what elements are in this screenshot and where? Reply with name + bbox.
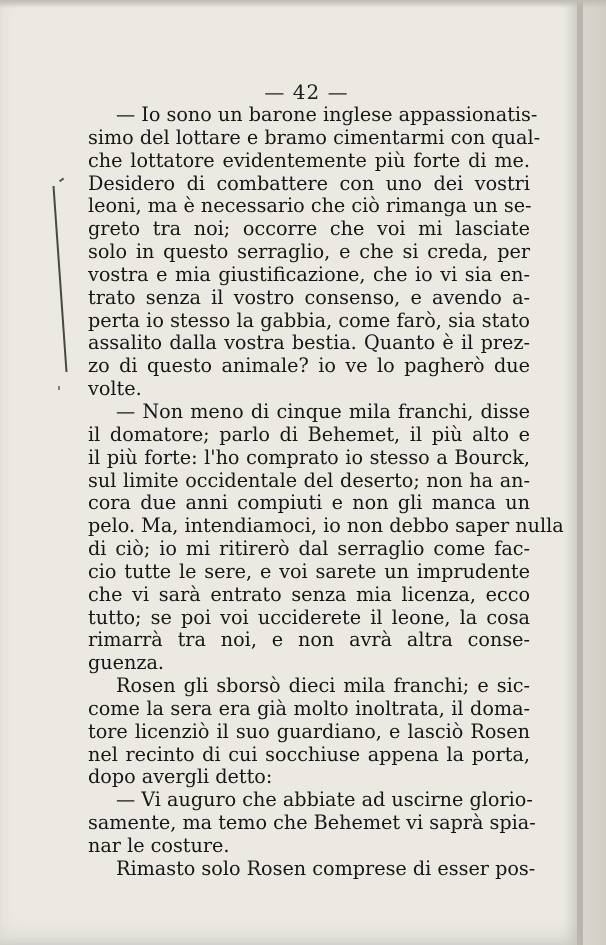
text-line: assalito dalla vostra bestia. Quanto è il prez- — [88, 331, 530, 355]
text-line: volte. — [88, 377, 142, 401]
text-line: Desidero di combattere con uno dei vostri — [88, 171, 530, 195]
text-line: cora due anni compiuti e non gli manca un — [88, 491, 530, 515]
text-line: sul limite occidentale del deserto; non ha an- — [88, 468, 530, 492]
text-line: zo di questo animale? io ve lo pagherò due — [88, 354, 530, 378]
text-line: cio tutte le sere, e voi sarete un imprudente — [88, 559, 530, 583]
text-line: che vi sarà entrato senza mia licenza, ecco — [88, 582, 530, 606]
facing-page-edge — [583, 0, 606, 945]
text-line: il domatore; parlo di Behemet, il più alto e — [88, 422, 530, 446]
text-line: samente, ma temo che Behemet vi saprà spia- — [88, 811, 536, 835]
text-line: nel recinto di cui socchiuse appena la porta, — [88, 742, 530, 766]
text-line: — Io sono un barone inglese appassionatis- — [116, 103, 538, 126]
text-line: guenza. — [88, 651, 165, 675]
text-line: — Vi auguro che abbiate ad uscirne glorio- — [116, 788, 533, 812]
text-line: Rimasto solo Rosen comprese di esser pos- — [116, 856, 536, 880]
text-line: di ciò; io mi ritirerò dal serraglio come fac- — [88, 537, 530, 561]
page-number: — 42 — — [264, 80, 349, 104]
text-line: dopo avergli detto: — [88, 765, 273, 789]
body-text — [88, 103, 564, 881]
text-line: greto tra noi; occorre che voi mi lasciate — [88, 217, 530, 241]
text-line: che lottatore evidentemente più forte di me. — [88, 148, 530, 172]
pencil-margin-dot — [58, 386, 60, 390]
text-line: il più forte: l'ho comprato io stesso a Bourck, — [88, 445, 530, 469]
top-shadow — [0, 0, 606, 8]
text-line: trato senza il vostro consenso, e avendo a- — [88, 285, 530, 309]
text-line: solo in questo serraglio, e che si creda, per — [88, 240, 530, 264]
text-line: nar le costure. — [88, 834, 230, 857]
text-line: pelo. Ma, intendiamoci, io non debbo saper nulla — [88, 514, 564, 538]
text-line: Rosen gli sborsò dieci mila franchi; e sic- — [116, 674, 530, 698]
text-line: — Non meno di cinque mila franchi, disse — [116, 399, 530, 423]
text-line: come la sera era già molto inoltrata, il doma- — [88, 696, 530, 720]
text-line: perta io stesso la gabbia, come farò, sia stato — [88, 308, 530, 332]
text-line: tore licenziò il suo guardiano, e lasciò Rosen — [88, 719, 530, 743]
text-line: rimarrà tra noi, e non avrà altra conse- — [88, 628, 530, 652]
text-line: leoni, ma è necessario che ciò rimanga un se- — [88, 194, 532, 218]
text-line: tutto; se poi voi ucciderete il leone, la cosa — [88, 605, 530, 629]
text-line: vostra e mia giustificazione, che io vi sia en- — [88, 262, 530, 286]
text-line: simo del lottare e bramo cimentarmi con qual- — [88, 125, 541, 149]
